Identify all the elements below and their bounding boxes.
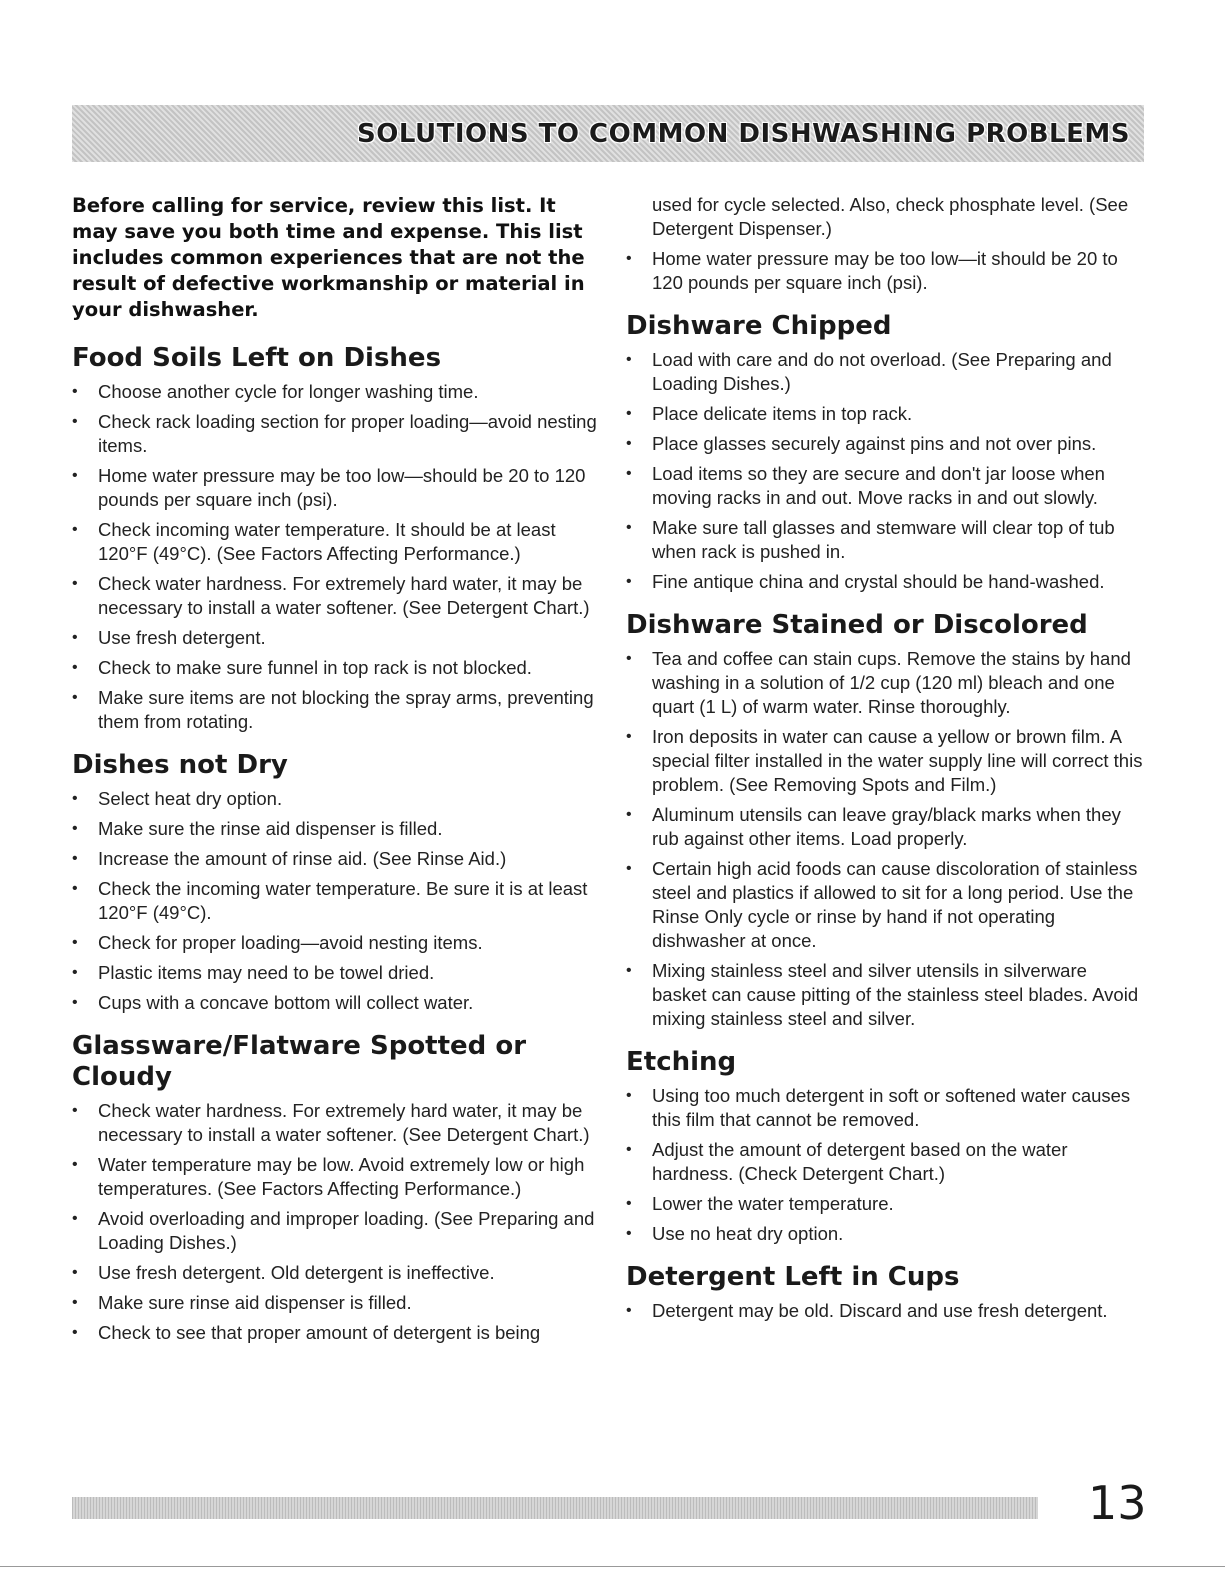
section-title: Dishware Stained or Discolored (626, 610, 1088, 640)
list-item: • Check rack loading section for proper loading—avoid nesting items. (72, 410, 602, 458)
list-item: • Load with care and do not overload. (See Preparing and Loading Dishes.) (626, 348, 1146, 396)
list-item: • Check for proper loading—avoid nesting items. (72, 931, 602, 955)
list-item: • Fine antique china and crystal should be hand-washed. (626, 570, 1146, 594)
list-item: • Detergent may be old. Discard and use fresh detergent. (626, 1299, 1146, 1323)
right-column (626, 193, 1146, 1339)
list-item: • Make sure items are not blocking the spray arms, preventing them from rotating. (72, 686, 602, 734)
left-column (72, 193, 602, 1361)
section-food-soils (72, 343, 602, 734)
section-glassware-spotted (72, 1031, 602, 1345)
list-item: • Certain high acid foods can cause discoloration of stainless steel and plastics if allowed to sit for a long period. Use the Rinse Only cycle or rinse by hand if not operating dishwasher at once. (626, 857, 1146, 953)
list-item: • Load items so they are secure and don't jar loose when moving racks in and out. Move racks in and out slowly. (626, 462, 1146, 510)
continued-text: used for cycle selected. Also, check phosphate level. (See Detergent Dispenser.) (652, 194, 1129, 239)
section-dishware-stained (626, 610, 1146, 1031)
section-title: Glassware/Flatware Spotted or Cloudy (72, 1031, 527, 1092)
page-number: 13 (1088, 1476, 1147, 1530)
list-item: • Check water hardness. For extremely hard water, it may be necessary to install a water softener. (See Detergent Chart.) (72, 572, 602, 620)
section-title: Detergent Left in Cups (626, 1262, 960, 1292)
bullet-list (626, 247, 1146, 295)
bullet-list (626, 1084, 1146, 1246)
page-title: SOLUTIONS TO COMMON DISHWASHING PROBLEMS (357, 118, 1130, 149)
list-item: • Avoid overloading and improper loading. (See Preparing and Loading Dishes.) (72, 1207, 602, 1255)
section-title: Dishware Chipped (626, 311, 892, 341)
bullet-list (72, 380, 602, 734)
intro-text: Before calling for service, review this list. It may save you both time and expense. This list includes common experiences that are not the result of defective workmanship or material in your dishwasher. (72, 194, 585, 321)
list-item: • Place delicate items in top rack. (626, 402, 1146, 426)
list-item: • Place glasses securely against pins and not over pins. (626, 432, 1146, 456)
list-item: • Using too much detergent in soft or softened water causes this film that cannot be removed. (626, 1084, 1146, 1132)
list-item: • Check to make sure funnel in top rack is not blocked. (72, 656, 602, 680)
list-item: • Home water pressure may be too low—it should be 20 to 120 pounds per square inch (psi). (626, 247, 1146, 295)
header-band (72, 105, 1144, 162)
bullet-list (626, 1299, 1146, 1323)
list-item: • Choose another cycle for longer washing time. (72, 380, 602, 404)
list-item: • Increase the amount of rinse aid. (See Rinse Aid.) (72, 847, 602, 871)
section-title: Dishes not Dry (72, 750, 288, 780)
list-item: • Use fresh detergent. Old detergent is ineffective. (72, 1261, 602, 1285)
bullet-list (626, 348, 1146, 594)
list-item: • Check incoming water temperature. It should be at least 120°F (49°C). (See Factors Affecting Performance.) (72, 518, 602, 566)
list-item: • Make sure the rinse aid dispenser is filled. (72, 817, 602, 841)
list-item: • Select heat dry option. (72, 787, 602, 811)
footer-band (72, 1497, 1038, 1519)
section-title: Food Soils Left on Dishes (72, 343, 442, 373)
list-item: • Lower the water temperature. (626, 1192, 1146, 1216)
list-item: • Plastic items may need to be towel dried. (72, 961, 602, 985)
list-item: • Tea and coffee can stain cups. Remove the stains by hand washing in a solution of 1/2 cup (120 ml) bleach and one quart (1 L) of warm water. Rinse thoroughly. (626, 647, 1146, 719)
list-item: • Make sure rinse aid dispenser is filled. (72, 1291, 602, 1315)
list-item: • Water temperature may be low. Avoid extremely low or high temperatures. (See Factors Affecting Performance.) (72, 1153, 602, 1201)
list-item: • Check to see that proper amount of detergent is being (72, 1321, 602, 1345)
list-item: • Adjust the amount of detergent based on the water hardness. (Check Detergent Chart.) (626, 1138, 1146, 1186)
section-dishes-not-dry (72, 750, 602, 1015)
bullet-list (72, 787, 602, 1015)
list-item: • Iron deposits in water can cause a yellow or brown film. A special filter installed in the water supply line will correct this problem. (See Removing Spots and Film.) (626, 725, 1146, 797)
list-item: • Mixing stainless steel and silver utensils in silverware basket can cause pitting of the stainless steel blades. Avoid mixing stainless steel and silver. (626, 959, 1146, 1031)
list-item: • Make sure tall glasses and stemware will clear top of tub when rack is pushed in. (626, 516, 1146, 564)
bullet-list (626, 647, 1146, 1031)
section-title: Etching (626, 1047, 737, 1077)
list-item: • Aluminum utensils can leave gray/black marks when they rub against other items. Load properly. (626, 803, 1146, 851)
divider (0, 1566, 1225, 1567)
list-item: • Use no heat dry option. (626, 1222, 1146, 1246)
list-item: • Cups with a concave bottom will collect water. (72, 991, 602, 1015)
bullet-list (72, 1099, 602, 1345)
list-item: • Use fresh detergent. (72, 626, 602, 650)
section-detergent-left (626, 1262, 1146, 1323)
section-etching (626, 1047, 1146, 1246)
list-item: • Check the incoming water temperature. Be sure it is at least 120°F (49°C). (72, 877, 602, 925)
list-item: • Check water hardness. For extremely hard water, it may be necessary to install a water softener. (See Detergent Chart.) (72, 1099, 602, 1147)
section-dishware-chipped (626, 311, 1146, 594)
list-item: • Home water pressure may be too low—should be 20 to 120 pounds per square inch (psi). (72, 464, 602, 512)
